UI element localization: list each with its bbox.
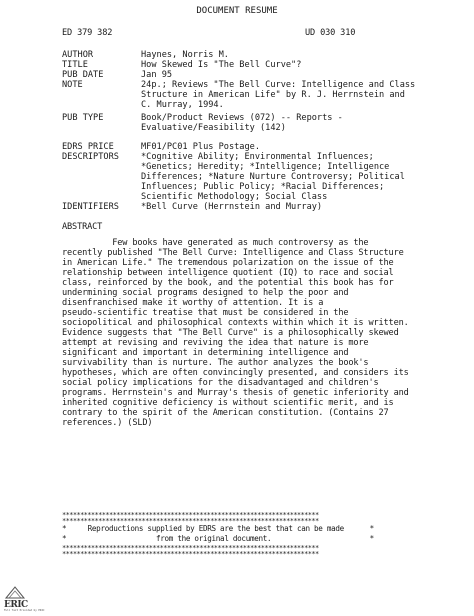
abstract-line: hypotheses, which are often convincingly presented, and considers its bbox=[62, 368, 409, 378]
abstract-line: survivability than is nurture. The author analyzes the book's bbox=[62, 358, 369, 368]
abstract-line: Evidence suggests that "The Bell Curve" is a philosophically skewed bbox=[62, 328, 399, 338]
abstract-line: disenfranchised make it worthy of attention. It is a bbox=[62, 298, 324, 308]
field-value-edrs-price: MF01/PC01 Plus Postage. bbox=[141, 142, 260, 152]
abstract-line: recently published "The Bell Curve: Intelligence and Class Structure bbox=[62, 248, 404, 258]
abstract-label: ABSTRACT bbox=[62, 222, 103, 232]
abstract-line: attempt at revising and reviving the idea that nature is more bbox=[62, 338, 369, 348]
abstract-line: programs. Herrnstein's and Murray's thesis of genetic inferiority and bbox=[62, 388, 409, 398]
field-value-descriptors-line: Differences; *Nature Nurture Controversy; Political bbox=[141, 172, 405, 182]
footer-original-line: * from the original document. * bbox=[62, 534, 374, 543]
field-value-note-line: Structure in American Life" by R. J. Herrnstein and bbox=[141, 90, 405, 100]
footer-stars-bottom: *********************************************************************** bbox=[62, 551, 319, 558]
abstract-line: in American Life." The tremendous polarization on the issue of the bbox=[62, 258, 394, 268]
footer-reproduction-line: * Reproductions supplied by EDRS are the best that can be made * bbox=[62, 524, 374, 533]
field-value-note-line: 24p.; Reviews "The Bell Curve: Intelligence and Class bbox=[141, 80, 416, 90]
field-value-identifiers: *Bell Curve (Herrnstein and Murray) bbox=[141, 202, 323, 212]
footer-stars-bottom: *********************************************************************** bbox=[62, 545, 319, 552]
abstract-line: inherited cognitive deficiency is without scientific merit, and is bbox=[62, 398, 394, 408]
abstract-line: contrary to the spirit of the American constitution. (Contains 27 bbox=[62, 408, 389, 418]
footer-stars-top: *********************************************************************** bbox=[62, 512, 319, 519]
field-value-descriptors-line: Influences; Public Policy; *Racial Differences; bbox=[141, 182, 385, 192]
abstract-line: undermining social programs designed to help the poor and bbox=[62, 288, 349, 298]
field-label-edrs-price: EDRS PRICE bbox=[62, 142, 114, 152]
field-label-title: TITLE bbox=[62, 60, 88, 70]
abstract-line: relationship between intelligence quotient (IQ) to race and social bbox=[62, 268, 394, 278]
abstract-line: social policy implications for the disadvantaged and children's bbox=[62, 378, 379, 388]
field-value-author: Haynes, Norris M. bbox=[141, 50, 229, 60]
eric-logo-text: ERIC bbox=[4, 600, 28, 610]
field-label-note: NOTE bbox=[62, 80, 83, 90]
abstract-line: sociopolitical and philosophical contexts within which it is written. bbox=[62, 318, 409, 328]
field-label-author: AUTHOR bbox=[62, 50, 94, 60]
field-label-pub-type: PUB TYPE bbox=[62, 113, 104, 123]
field-value-note-line: C. Murray, 1994. bbox=[141, 100, 224, 110]
eric-logo bbox=[4, 584, 45, 612]
field-value-descriptors-line: *Cognitive Ability; Environmental Influences; bbox=[141, 152, 374, 162]
abstract-line: Few books have generated as much controversy as the bbox=[62, 238, 369, 248]
document-resume-heading: DOCUMENT RESUME bbox=[196, 6, 278, 16]
field-value-pub-type-line: Evaluative/Feasibility (142) bbox=[141, 123, 286, 133]
field-value-pub-date: Jan 95 bbox=[141, 70, 173, 80]
abstract-line: references.) (SLD) bbox=[62, 418, 153, 428]
abstract-line: significant and important in determining intelligence and bbox=[62, 348, 349, 358]
field-value-descriptors-line: Scientific Methodology; Social Class bbox=[141, 192, 328, 202]
field-label-descriptors: DESCRIPTORS bbox=[62, 152, 119, 162]
ed-number: ED 379 382 bbox=[62, 28, 113, 38]
abstract-line: class, reinforced by the book, and the potential this book has for bbox=[62, 278, 394, 288]
field-value-title: How Skewed Is "The Bell Curve"? bbox=[141, 60, 302, 70]
abstract-line: pseudo-scientific treatise that must be considered in the bbox=[62, 308, 349, 318]
field-label-identifiers: IDENTIFIERS bbox=[62, 202, 119, 212]
field-value-descriptors-line: *Genetics; Heredity; *Intelligence; Intelligence bbox=[141, 162, 390, 172]
eric-logo-caption: Full Text Provided by ERIC bbox=[4, 609, 45, 612]
field-value-pub-type-line: Book/Product Reviews (072) -- Reports - bbox=[141, 113, 343, 123]
ud-number: UD 030 310 bbox=[305, 28, 356, 38]
eric-logo-icon bbox=[4, 584, 26, 600]
field-label-pub-date: PUB DATE bbox=[62, 70, 104, 80]
footer-stars-top: *********************************************************************** bbox=[62, 518, 319, 525]
